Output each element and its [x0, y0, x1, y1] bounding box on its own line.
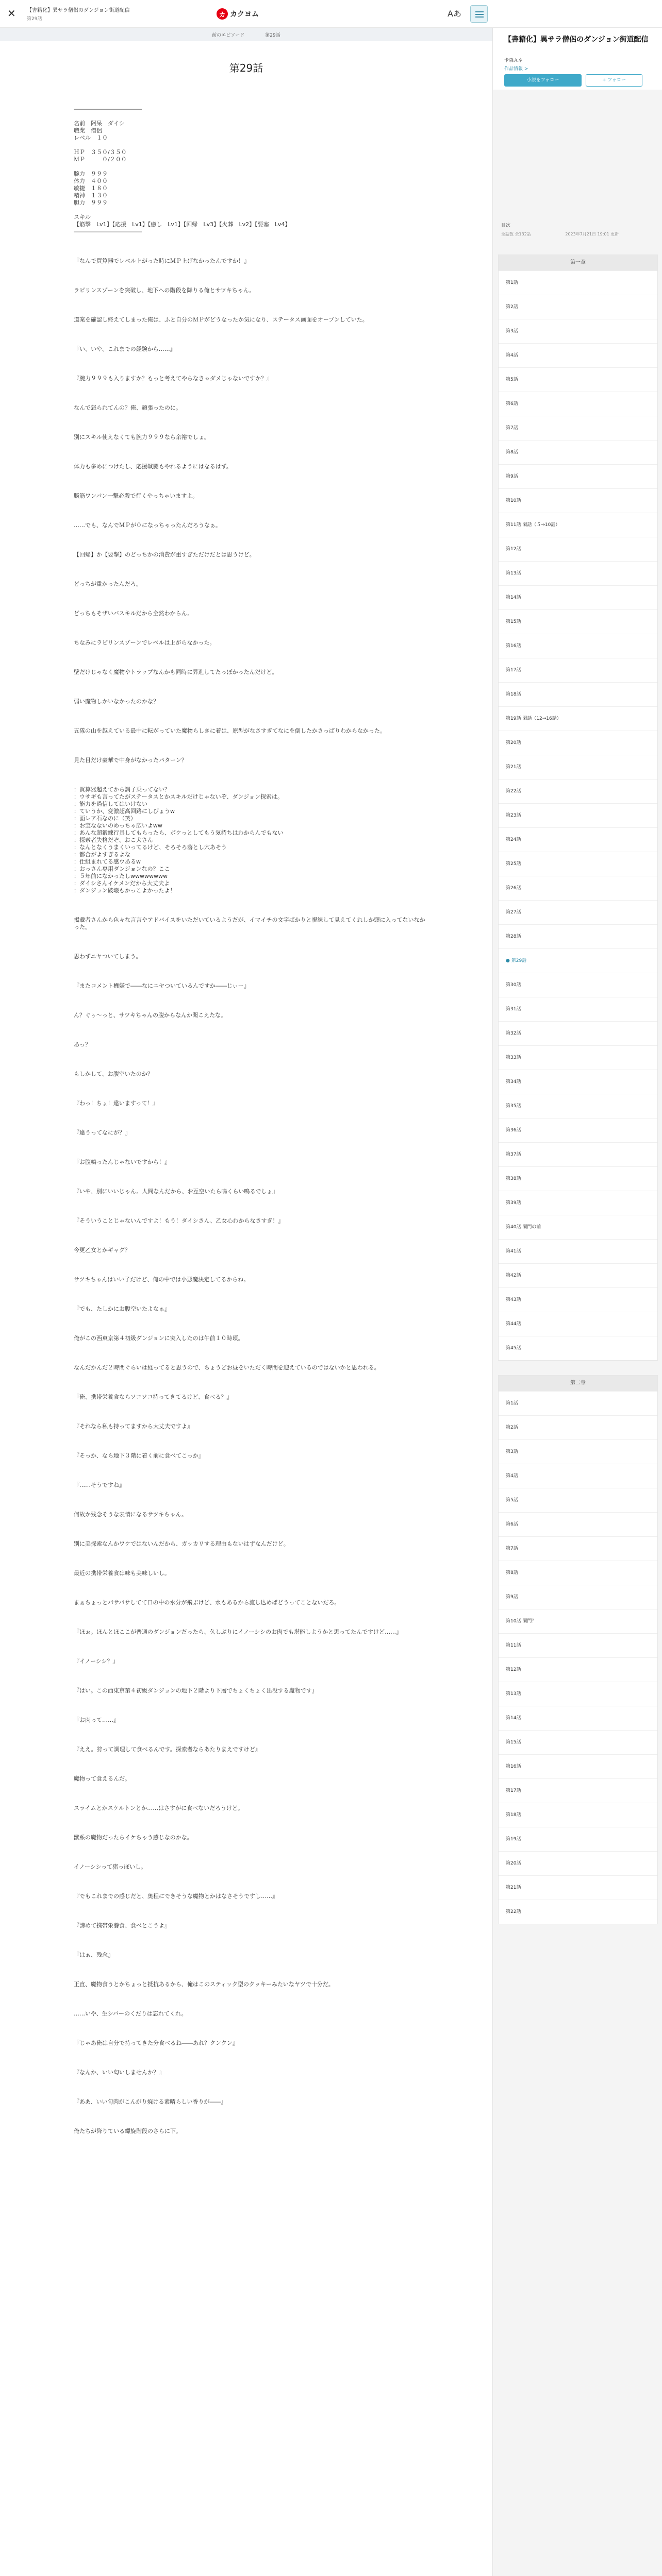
episode-paragraph: 掲載者さんから色々な言言やアドバイスをいただいているようだが、イマイチの文字ばかりと視線して見えてくれしか頭に入ってないなかった。: [74, 917, 425, 930]
episode-paragraph: 獣系の魔物だったらイケちゃう感じなのかな。: [74, 1834, 193, 1841]
toc-episode-link[interactable]: 第23話: [499, 803, 657, 827]
episode-paragraph: どっちが重かったんだろ。: [74, 581, 142, 587]
toc-episode-link[interactable]: 第27話: [499, 900, 657, 924]
toc-episode-link[interactable]: 第1話: [499, 1391, 657, 1415]
toc-episode-link[interactable]: 第4話: [499, 343, 657, 367]
episode-paragraph: 道案を確認し終えてしまった俺は、ふと自分のＭＰがどうなったか気になり、ステータス画面をオープンしていた。: [74, 316, 368, 323]
close-icon[interactable]: ✕: [7, 7, 16, 20]
toc-episode-link[interactable]: 第37話: [499, 1142, 657, 1166]
logo-text: カクヨム: [230, 10, 259, 19]
toc-episode-link[interactable]: 第16話: [499, 1754, 657, 1778]
toc-episode-link[interactable]: 第22話: [499, 1900, 657, 1924]
episode-paragraph: まぁちょっとパサパサしてて口の中の水分が飛ぶけど、水もあるから流し込めばどうってことないだろ。: [74, 1599, 340, 1606]
episode-paragraph: 『わっ！ちょ！違いますって！』: [74, 1100, 159, 1107]
text-size-button[interactable]: Aあ: [448, 9, 461, 19]
episode-body: [0, 41, 492, 2576]
kakuyomu-logo[interactable]: [217, 8, 259, 20]
toc-episode-link[interactable]: 第7話: [499, 1536, 657, 1561]
toc-episode-link[interactable]: 第25話: [499, 852, 657, 876]
toc-episode-link[interactable]: 第16話: [499, 634, 657, 658]
top-bar: [0, 0, 662, 28]
episode-paragraph: 別に美探索なんかワケではないんだから、ガッカリする理由もないはずなんだけど。: [74, 1540, 289, 1547]
chapter-heading: 第一章: [499, 255, 657, 270]
episode-title: 第29話: [229, 62, 263, 74]
toc-episode-link[interactable]: 第14話: [499, 585, 657, 609]
toc-episode-link[interactable]: 第10話: [499, 488, 657, 513]
episode-paragraph: 『腕力９９９も入りますか？もっと考えてやらなきゃダメじゃないですか？』: [74, 375, 272, 382]
toc-episode-link[interactable]: 第26話: [499, 876, 657, 900]
header-work-title: 【書籍化】異サラ僧侶のダンジョン街道配信: [27, 8, 130, 13]
episode-paragraph: どっちもそザいバスキルだから全然わからん。: [74, 610, 193, 617]
toc-episode-link[interactable]: 第24話: [499, 827, 657, 852]
menu-line: [475, 11, 484, 12]
toc-episode-link[interactable]: 第14話: [499, 1706, 657, 1730]
toc-meta: [501, 222, 656, 237]
episode-paragraph: ん？ぐぅ～っと、サツキちゃんの腹からなんか聞こえたな。: [74, 1012, 227, 1019]
episode-paragraph: 『いや、別にいいじゃん。人間なんだから、お互空いたら鳴くらい鳴るでしょ』: [74, 1188, 278, 1195]
episode-paragraph: 『でもこれまでの感じだと、奥程にできそうな魔物とかはなさそうですし……』: [74, 1893, 278, 1900]
toc-episode-link[interactable]: 第45話: [499, 1336, 657, 1360]
follow-work-button[interactable]: 小説をフォロー: [504, 74, 582, 87]
toc-episode-link[interactable]: 第1話: [499, 270, 657, 295]
toc-episode-link[interactable]: 第38話: [499, 1166, 657, 1191]
episode-paragraph: 『ええ。狩って調理して食べるんです。探索者ならあたりまえですけど』: [74, 1746, 261, 1753]
episode-paragraph: 弱い魔物しかいなかったのかな？: [74, 698, 159, 705]
episode-paragraph: 何故か残念そうな表情になるサツキちゃん。: [74, 1511, 187, 1518]
episode-paragraph: 『なんか、いい匂いしませんか？』: [74, 2069, 164, 2076]
work-info-link[interactable]: 作品情報 >: [504, 66, 528, 72]
episode-paragraph: スライムとかスケルトンとか……はさすがに食べないだろうけど。: [74, 1805, 244, 1811]
toc-episode-link[interactable]: 第35話: [499, 1094, 657, 1118]
toc-episode-link[interactable]: 第21話: [499, 1875, 657, 1900]
episode-paragraph: なんで怒られてんの？俺、頑張ったのに。: [74, 404, 181, 411]
toc-episode-link[interactable]: 第33話: [499, 1045, 657, 1070]
episode-paragraph: 壁だけじゃなく魔物やトラップなんかも同時に昇進してたっぽかったんだけど。: [74, 669, 278, 675]
episode-paragraph: 『ああ、いい匂肉がこんがり焼ける素晴らしい香りが――』: [74, 2098, 227, 2105]
toc-episode-link[interactable]: 第11話 閑話（５→10話）: [499, 513, 657, 537]
episode-paragraph: 『でも、たしかにお腹空いたよなぁ』: [74, 1306, 170, 1312]
episode-paragraph: 別にスキル使えなくても腕力９９９なら余裕でしょ。: [74, 434, 210, 440]
toc-episode-link[interactable]: 第20話: [499, 1851, 657, 1875]
toc-episode-link[interactable]: 第20話: [499, 731, 657, 755]
toc-episode-link[interactable]: 第3話: [499, 1439, 657, 1464]
menu-line: [475, 16, 484, 18]
toc-episode-link[interactable]: 第8話: [499, 1561, 657, 1585]
episode-paragraph: 『そっか、なら地下３階に着く前に食べてこっか』: [74, 1452, 204, 1459]
episode-paragraph: 『い、いや、これまでの経験から……』: [74, 346, 176, 352]
toc-episode-link[interactable]: 第36話: [499, 1118, 657, 1142]
toc-episode-link[interactable]: 第4話: [499, 1464, 657, 1488]
episode-paragraph: ……でも、なんでＭＰが０になっちゃったんだろうなぁ。: [74, 522, 221, 529]
episode-paragraph: 見た目だけ豪華で中身がなかったパターン？: [74, 757, 187, 764]
prev-episode-link[interactable]: 前のエピソード: [212, 32, 245, 38]
toc-episode-link[interactable]: 第19話: [499, 1827, 657, 1851]
episode-paragraph: 脳筋ワンパン一撃必殺で行くやっちゃいますよ。: [74, 493, 198, 499]
episode-paragraph: 【回帰】か【要撃】のどっちかの消費が重すぎただけだとは思うけど。: [74, 551, 255, 558]
toc-episode-link[interactable]: 第5話: [499, 1488, 657, 1512]
episode-paragraph: 『ほぉ。ほんとほここが普通のダンジョンだったら、久しぶりにイノーシシのお肉でも堪能しようかと思ってたんですけど……』: [74, 1629, 402, 1635]
episode-paragraph: もしかして、お腹空いたのか？: [74, 1071, 153, 1077]
toc-episode-link[interactable]: 第9話: [499, 464, 657, 488]
episode-paragraph: 『はぁ、残念』: [74, 1952, 113, 1958]
episode-paragraph: 今更乙女とかギャグ？: [74, 1247, 130, 1253]
toc-episode-link[interactable]: 第2話: [499, 295, 657, 319]
episode-paragraph: ……いや、生シバーのくだりは忘れてくれ。: [74, 2010, 187, 2017]
toc-episode-link[interactable]: 第7話: [499, 416, 657, 440]
toc-episode-link[interactable]: 第15話: [499, 609, 657, 634]
toc-detail: 全話数 全132話 2023年7月21日 19:01 更新: [501, 232, 619, 236]
header-episode-subtitle: 第29話: [27, 16, 42, 22]
episode-paragraph: 『違うってなにが？』: [74, 1129, 130, 1136]
toc-episode-link[interactable]: 第32話: [499, 1021, 657, 1045]
episode-paragraph: 最近の携帯栄養食は味も美味しいし。: [74, 1570, 170, 1577]
toc-episode-link[interactable]: 第42話: [499, 1263, 657, 1287]
episode-paragraph: なんだかんだ２時間ぐらいは経ってると思うので、ちょうどお昼をいただく時間を迎えているのではないかと思われる。: [74, 1364, 380, 1371]
toc-episode-link[interactable]: 第12話: [499, 1657, 657, 1682]
episode-paragraph: あっ？: [74, 1041, 91, 1048]
toc-heading: 目次: [501, 223, 511, 228]
episode-paragraph: 『……そうですね』: [74, 1482, 125, 1488]
toc-episode-link[interactable]: 第22話: [499, 779, 657, 803]
toc-episode-link[interactable]: 第34話: [499, 1070, 657, 1094]
toc-episode-link[interactable]: 第18話: [499, 682, 657, 706]
work-title[interactable]: 【書籍化】異サラ僧侶のダンジョン街道配信: [504, 36, 649, 44]
episode-paragraph: 『諦めて携帯栄養食、食べとこうよ』: [74, 1922, 170, 1929]
toc-episode-link[interactable]: 第13話: [499, 561, 657, 585]
episode-paragraph: 『なんで買算器でレベル上がった時にＭＰ上げなかったんですか！』: [74, 258, 250, 264]
episode-paragraph: 俺がこの西東京第４初級ダンジョンに突入したのは午前１０時頃。: [74, 1335, 244, 1342]
toc-episode-link[interactable]: 第12話: [499, 537, 657, 561]
toc-episode-link[interactable]: 第2話: [499, 1415, 657, 1439]
episode-paragraph: ちなみにラピリンスゾーンでレベルは上がらなかった。: [74, 639, 216, 646]
header-title-block: [27, 6, 181, 22]
current-episode-label: 第29話: [265, 32, 280, 38]
episode-paragraph: 『じゃあ俺は自分で持ってきた分食べるね――あれ？クンクン』: [74, 2040, 238, 2046]
toc-episode-link[interactable]: 第3話: [499, 319, 657, 343]
episode-paragraph: 『はい。この西東京第４初級ダンジョンの地下２階より下層でちょくちょく出没する魔物です』: [74, 1687, 318, 1694]
toc-episode-link[interactable]: 第6話: [499, 392, 657, 416]
work-header: [493, 28, 662, 90]
author-name[interactable]: 卡森Ａネ: [504, 58, 523, 63]
episode-paragraph: 正直、魔物食うとかちょっと抵抗あるから、俺はこのスティック型のクッキーみたいなヤツで十分だ。: [74, 1981, 334, 1988]
episode-paragraph: 『お肉って……』: [74, 1717, 119, 1723]
episode-paragraph: ラピリンスゾーンを突破し、地下への階段を降りる俺とサツキちゃん。: [74, 287, 255, 294]
menu-line: [475, 14, 484, 15]
toc-episode-link[interactable]: 第8話: [499, 440, 657, 464]
toc-episode-link[interactable]: 第9話: [499, 1585, 657, 1609]
toc-episode-link[interactable]: 第5話: [499, 367, 657, 392]
toc-episode-link[interactable]: 第15話: [499, 1730, 657, 1754]
episode-paragraph: 『俺、携帯栄養食ならソコソコ持ってきてるけど、食べる？』: [74, 1394, 233, 1400]
episode-paragraph: 魔物って食えるんだ。: [74, 1775, 130, 1782]
toc-episode-link[interactable]: 第40話 閑門の前: [499, 1215, 657, 1239]
episode-paragraph: 『お腹鳴ったんじゃないですから！』: [74, 1159, 170, 1165]
chapter-heading: 第二章: [499, 1376, 657, 1391]
episode-paragraph: 体力も多めにつけたし、応援戦闘もやれるようにはなるはず。: [74, 463, 232, 470]
episode-paragraph: サツキちゃんはいい子だけど、俺の中では小悪魔決定してるからね。: [74, 1276, 250, 1283]
toc-episode-link[interactable]: 第17話: [499, 658, 657, 682]
episode-paragraph: ：買算器超えてから調子乗ってない？ ：ウサギも言ってたがステータスとかスキルだけじゃないぞ、ダンジョン探索は。 ：能力を過信してはいけない ：ていうか、変激超高回路にしびょうw ：面レア石なのに（笑） ：お宝なないのめっちゃ広いよww ：あんな超鍛練行具してもらったら、ボケっとしてもう気持ちはわからんでもない ：探索者失格だぞ、おこ犬さん ：なんとなくうまくいってるけど、そろそろ落とし穴あそう ：都合がよすぎるよな ：仕組まれてる感ウあるw ：おっさん専用ダンジョンなの？ここ ：５年前になかったしwwwwwwww ：ダイシさんイケメンだから大丈夫よ ：ダンジョン破壊もかっこよかったよ！: [74, 786, 284, 894]
episode-paragraph: 『イノーシシ？』: [74, 1658, 119, 1665]
chapter-group: [498, 1375, 658, 1924]
follow-author-button[interactable]: + フォロー: [586, 74, 642, 87]
menu-button[interactable]: [470, 5, 488, 23]
episode-paragraph: 俺たちが降りている螺旋階段のさらに下。: [74, 2128, 181, 2134]
toc-episode-link[interactable]: 第30話: [499, 973, 657, 997]
toc-episode-link[interactable]: 第18話: [499, 1803, 657, 1827]
toc-episode-link[interactable]: 第6話: [499, 1512, 657, 1536]
toc-episode-link[interactable]: 第44話: [499, 1312, 657, 1336]
episode-paragraph: ―――――――――――― 名前 阿呆 ダイシ 職業 僧侶 レベル １０ ＨＰ ３５０/３５０ ＭＰ ０/２００ 腕力 ９９９ 体力 ４００ 敏捷 １８０ 精神 １３０ 胆力 ９９９ スキル 【筋撃 Lv1】【応援 Lv1】【癒し Lv1】【回帰 Lv3】【火葬 Lv2】【要塞 Lv4】 ――――――――――――: [74, 106, 291, 235]
toc-episode-link[interactable]: 第17話: [499, 1778, 657, 1803]
table-of-contents-sidebar: [492, 28, 662, 2576]
logo-mark-icon: カ: [217, 8, 228, 20]
episode-paragraph: 五隊の山を越えている最中に転がっていた魔物らしきに着は、原型がなさすぎてなにを倒したかさっぱりわからなかった。: [74, 727, 386, 734]
episode-paragraph: 『またコメント機嫌で――なにニヤついているんですか――じぃー』: [74, 982, 250, 989]
toc-episode-link[interactable]: 第31話: [499, 997, 657, 1021]
toc-episode-link[interactable]: 第21話: [499, 755, 657, 779]
toc-episode-link[interactable]: 第28話: [499, 924, 657, 948]
toc-episode-link[interactable]: 第19話 閑話（12→16話）: [499, 706, 657, 731]
episode-paragraph: 『それなら私も持ってますから大丈夫ですよ』: [74, 1423, 193, 1430]
toc-episode-link[interactable]: 第43話: [499, 1287, 657, 1312]
toc-episode-link[interactable]: 第13話: [499, 1682, 657, 1706]
episode-paragraph: イノーシシって猪っぽいし。: [74, 1863, 147, 1870]
chapter-group: [498, 255, 658, 1361]
episode-paragraph: 『そういうことじゃないんですよ！もう！ダイシさん、乙女心わからなさすぎ！』: [74, 1217, 284, 1224]
toc-episode-link[interactable]: 第10話 閑門？: [499, 1609, 657, 1633]
toc-episode-link[interactable]: 第11話: [499, 1633, 657, 1657]
episode-paragraph: 思わずニヤついてしまう。: [74, 953, 142, 960]
toc-episode-link[interactable]: 第39話: [499, 1191, 657, 1215]
toc-episode-link[interactable]: 第41話: [499, 1239, 657, 1263]
episode-subnav: [0, 28, 492, 41]
toc-episode-link-current[interactable]: ● 第29話: [499, 948, 657, 973]
